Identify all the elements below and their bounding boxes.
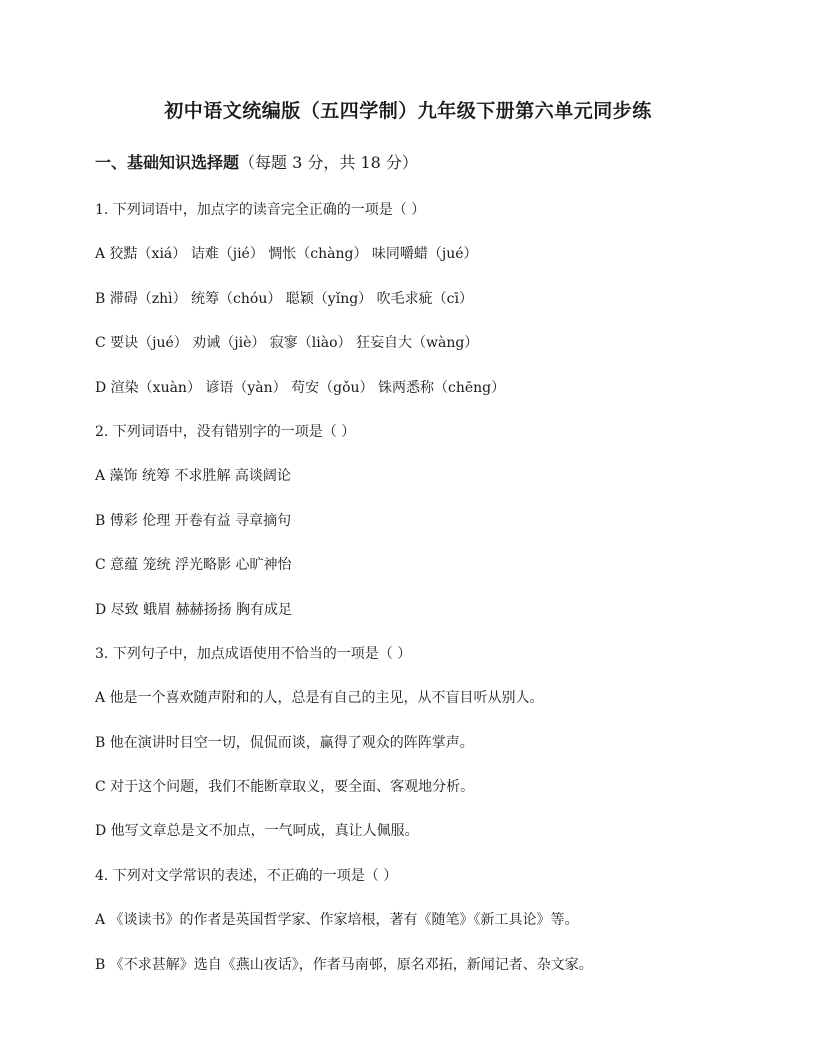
question-1-option-c: C 要诀（jué） 劝诫（jiè） 寂寥（liào） 狂妄自大（wàng） [95, 335, 479, 352]
question-1-option-b: B 滞碍（zhì） 统筹（chóu） 聪颖（yǐng） 吹毛求疵（cī） [95, 290, 473, 307]
question-4-option-a: A 《谈读书》的作者是英国哲学家、作家培根，著有《随笔》《新工具论》等。 [95, 912, 579, 929]
question-3-option-d: D 他写文章总是文不加点，一气呵成，真让人佩服。 [95, 823, 419, 840]
document-title: 初中语文统编版（五四学制）九年级下册第六单元同步练 [164, 100, 652, 122]
question-1-option-d: D 渲染（xuàn） 谚语（yàn） 苟安（gǒu） 铢两悉称（chēng） [95, 379, 506, 396]
question-2-option-a: A 藻饰 统筹 不求胜解 高谈阔论 [95, 468, 291, 485]
section-heading-label: 一、基础知识选择题 [95, 153, 240, 172]
question-4-option-b: B 《不求甚解》选自《燕山夜话》，作者马南邨，原名邓拓，新闻记者、杂文家。 [95, 956, 593, 973]
question-2-option-b: B 傅彩 伦理 开卷有益 寻章摘句 [95, 512, 292, 529]
section-heading [95, 150, 418, 173]
question-4-stem: 4. 下列对文学常识的表述，不正确的一项是（ ） [95, 867, 398, 884]
question-1-option-a: A 狡黠（xiá） 诘难（jié） 惆怅（chàng） 味同嚼蜡（jué） [95, 246, 478, 263]
question-2-option-c: C 意蕴 笼统 浮光略影 心旷神怡 [95, 557, 292, 574]
question-list [95, 199, 755, 998]
question-3-option-a: A 他是一个喜欢随声附和的人，总是有自己的主见，从不盲目听从别人。 [95, 690, 544, 707]
question-1-stem: 1. 下列词语中，加点字的读音完全正确的一项是（ ） [95, 202, 426, 218]
section-score-note: （每题 3 分，共 18 分） [239, 153, 418, 172]
question-3-stem: 3. 下列句子中，加点成语使用不恰当的一项是（ ） [95, 645, 412, 662]
question-2-stem: 2. 下列词语中，没有错别字的一项是（ ） [95, 423, 356, 440]
question-2-option-d: D 尽致 蛾眉 赫赫扬扬 胸有成足 [95, 601, 293, 618]
question-3-option-c: C 对于这个问题，我们不能断章取义，要全面、客观地分析。 [95, 779, 475, 796]
question-3-option-b: B 他在演讲时目空一切，侃侃而谈，赢得了观众的阵阵掌声。 [95, 734, 474, 751]
